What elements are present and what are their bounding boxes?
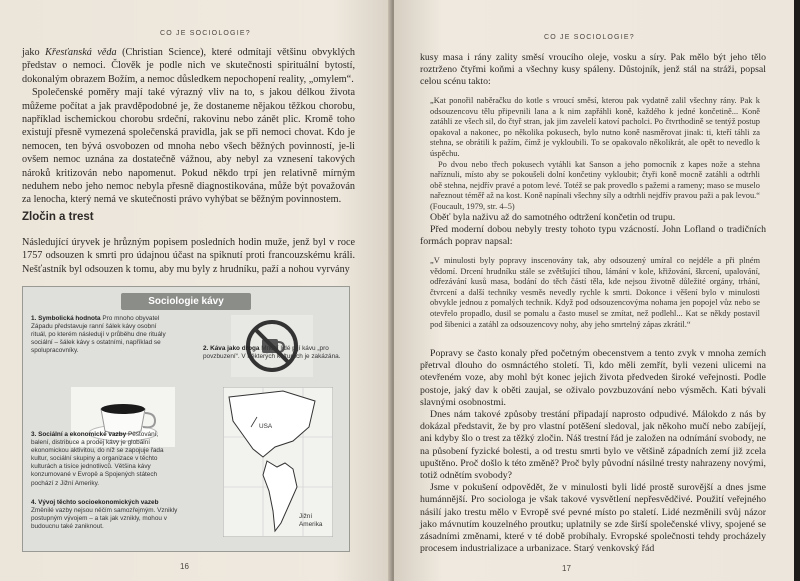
map-label-south-america-2: Amerika bbox=[299, 521, 323, 528]
box-item-4-text: Změnilé vazby nejsou něčím samozřejmým. Vznikly postupným vývojem – a tak jak vznikly, mohou v budoucnu také zaniknout. bbox=[31, 507, 178, 531]
right-para-5: Dnes nám takové způsoby trestání připadají naprosto odpudivé. Málokdo z nás by dokázal představit, že by pro vlastní potěšení sledoval, jak někoho mučí nebo zabíjejí, ani kdyby šlo o trest za těžký zločin. Náš trestní řád je založen na odnímání svobody, ne na působení fyzické bolesti, a od trestu smrti bylo ve většině západních zemí již zcela upuštěno. Proč došlo k této změně? Proč byly původní násilné tresty nahrazeny novými, totiž odnětím svobody? bbox=[420, 409, 766, 482]
para1-rest: (Christian Science), které odmítají většinu obvyklých představ o nemoci. Člověk je podle nich ve skutečnosti spirituální bytostí, dokonalým obrazem Božím, a nemoc důsledkem nepochopení reality, „omylem“. bbox=[22, 47, 355, 85]
right-para-2: Oběť byla naživu až do samotného odtržení končetin od trupu. bbox=[430, 212, 676, 223]
box-item-3-label: 3. Sociální a ekonomické vazby bbox=[31, 431, 127, 438]
box-title: Sociologie kávy bbox=[121, 293, 251, 310]
left-body-bottom bbox=[22, 236, 355, 276]
right-mid-block bbox=[420, 212, 766, 249]
book-edge bbox=[794, 0, 800, 581]
right-bottom-block bbox=[420, 348, 766, 555]
left-page bbox=[0, 0, 392, 581]
left-para-3: Následující úryvek je hrůzným popisem posledních hodin muže, jenž byl v roce 1757 odsouzen k smrti pro údajnou účast na spiknutí proti francouzskému králi. Nešťastník byl odsouzen k tomu, aby mu byly z hrudníku, paží a nohou vyrvány bbox=[22, 237, 355, 275]
box-item-3 bbox=[31, 431, 173, 488]
right-para-4: Popravy se často konaly před početným obecenstvem a tento zvyk v mnoha zemích přetrval dlouho do osmnáctého století. Ti, kdo měli zemřít, byli vezeni ulicemi na otevřeném voze, aby mohl být konec jejich života předveden široké veřejnosti. Podle postoje, jaký dav k oběti zaujal, se oživalo povzbuzování nebo výsměch. Kati bývali slavnými osobnostmi. bbox=[420, 348, 766, 408]
right-para-1-block bbox=[420, 52, 766, 89]
americas-map-icon bbox=[223, 387, 333, 537]
box-item-4 bbox=[31, 499, 179, 531]
left-body-top bbox=[22, 46, 355, 207]
quote-foucault-p2: Po dvou nebo třech pokusech vytáhli kat Sanson a jeho pomocník z kapes nože a stehna naříznuli, místo aby se pokoušeli dolní končetiny vykloubit; čtyři koně mocně zatáhli a odtrhli obě stehna, nejdřív pravé a potom levé. Totéž se pak provedlo s pažemi a rameny; maso se muselo nařeznout téměř až na kost. Koně napínali všechny síly a odtrhli nejdřív pravou paži a pak levou.“ (Foucault, 1979, str. 4–5) bbox=[430, 159, 760, 211]
right-para-3: Před moderní dobou nebyly tresty tohoto typu vzácností. John Lofland o tradičních formách poprav napsal: bbox=[420, 224, 766, 248]
box-item-1-label: 1. Symbolická hodnota bbox=[31, 315, 101, 322]
box-item-1 bbox=[31, 315, 171, 355]
para1-prefix: jako bbox=[22, 47, 46, 58]
box-item-2-text: Mnozí lidé pijí kávu „pro povzbuzení“. V některých kulturách je zakázána. bbox=[203, 345, 341, 361]
right-running-head: CO JE SOCIOLOGIE? bbox=[544, 34, 635, 41]
quote-lofland bbox=[430, 256, 760, 330]
right-para-1: kusy masa i rány zality směsí vroucího oleje, vosku a síry. Pak mělo být jeho tělo roztrženo čtyřmi koňmi a všechny kusy spáleny. Důstojník, jenž stál na stráži, popsal celou scénu takto: bbox=[420, 52, 766, 88]
quote-lofland-p1: „V minulosti byly popravy inscenovány tak, aby odsouzený umíral co nejdéle a při plném vědomí. Drcení hrudníku stále se zvětšující tíhou, lámání v kole, křižování, škrcení, upalování, odřezávání kusů masa, bodání do těch částí těla, kde nejsou životně důležité orgány, trhání, čtvrcení a další techniky vesměs nevedly rychle k smrti. Dokonce i věšení bylo v minulosti obvykle jednou z pomalých technik. Když pod odsouzencovýma nohama jen popojel vůz nebo se otevřelo propadlo, dusil se pomalu a často musel se zmítat, než podlehl... Kat se někdy postavil pod šibenici a zatáhl za odsouzencovy nohy, aby jeho smrtelný zápas zkrátil.“ bbox=[430, 256, 760, 329]
box-item-2 bbox=[203, 345, 343, 361]
map-label-usa: USA bbox=[259, 423, 273, 430]
left-page-number: 16 bbox=[180, 562, 189, 571]
quote-foucault bbox=[430, 96, 760, 213]
right-para-6: Jsme v pokušení odpovědět, že v minulosti byli lidé prostě surovější a dnes jsme humánnější. Pro sociologa je však takové vysvětlení nepřesvědčivé. Použití veřejného násilí jako trestu mělo v Evropě své pevné místo po staletí. Lidé nezměnili svůj názor jako mávnutím kouzelného proutku; uplatnily se zde širší společenské vlivy, spojené se zásadními změnami, které v té době probíhaly. Evropské společnosti tehdy procházely procesem industrializace a urbanizace. Starý venkovský řád bbox=[420, 482, 766, 555]
right-page-number: 17 bbox=[562, 564, 571, 573]
right-page bbox=[394, 0, 794, 581]
box-item-4-label: 4. Vývoj těchto socioekonomických vazeb bbox=[31, 499, 159, 506]
sociology-coffee-box bbox=[22, 286, 350, 552]
box-item-1-text: Pro mnoho obyvatel Západu představuje ranní šálek kávy osobní rituál, po kterém následují v průběhu dne rituály sociální – šálek kávy s ostatními, například se spolupracovníky. bbox=[31, 315, 166, 355]
box-item-3-text: Pěstování, balení, distribuce a prodej kávy je globální ekonomickou aktivitou, do níž se zapojuje řada kultur, sociální skupiny a organizace v těchto kulturách a tisíce jednotlivců. Většina kávy konzumované v Evropě a Spojených státech pochází z Jižní Ameriky. bbox=[31, 431, 164, 487]
left-running-head: CO JE SOCIOLOGIE? bbox=[160, 30, 251, 37]
left-para-2: Společenské poměry mají také výrazný vliv na to, s jakou délkou života můžeme počítat a jak pravděpodobné je, že dostaneme nějakou těžkou chorobu, například ischemickou chorobu srdeční, rakovinu nebo zánět plic. Kromě toho existují přesně vymezená společenská pravidla, jak se při nemoci chovat. Kdo je nemocen, ten bývá osvobozen od mnoha nebo všech běžných povinností, je-li ovšem nemoc uznána za dostatečně vážnou, aby nebyl za vznesení takových nároků kritizován nebo napomenut. Pokud někdo trpí jen relativně mírným neduhem nebo jeho nemoc nebyla přesně diagnostikována, může být považován za lenocha, který nemá ve skutečnosti právo vyhýbat se běžným povinnostem. bbox=[22, 87, 355, 206]
left-para-1 bbox=[22, 46, 355, 86]
section-title: Zločin a trest bbox=[22, 211, 94, 223]
quote-foucault-p1: „Kat ponořil naběračku do kotle s vroucí směsí, kterou pak vydatně zalil všechny rány. Pak k odsouzencovu tělu připevnili lana a k nim zapřáhli koně, každého k jedné končetině... Koně zatáhli ze všech sil, do čtyř stran, jak jim zavelelí katoví pacholci. Po čtvrthodině se tentýž postup opakoval a nakonec, po několika pokusech, bylo nutno koně nasměrovat jinak: ti, kteří táhli za stehna, se obrátili k pažím, čímž je vykloubili. To se opakovalo několikrát, ale opět to nevedlo k úspěchu. bbox=[430, 96, 760, 158]
map-label-south-america-1: Jižní bbox=[299, 513, 313, 520]
box-item-2-label: 2. Káva jako droga bbox=[203, 345, 260, 352]
christian-science-term: Křesťanská věda bbox=[45, 47, 117, 58]
